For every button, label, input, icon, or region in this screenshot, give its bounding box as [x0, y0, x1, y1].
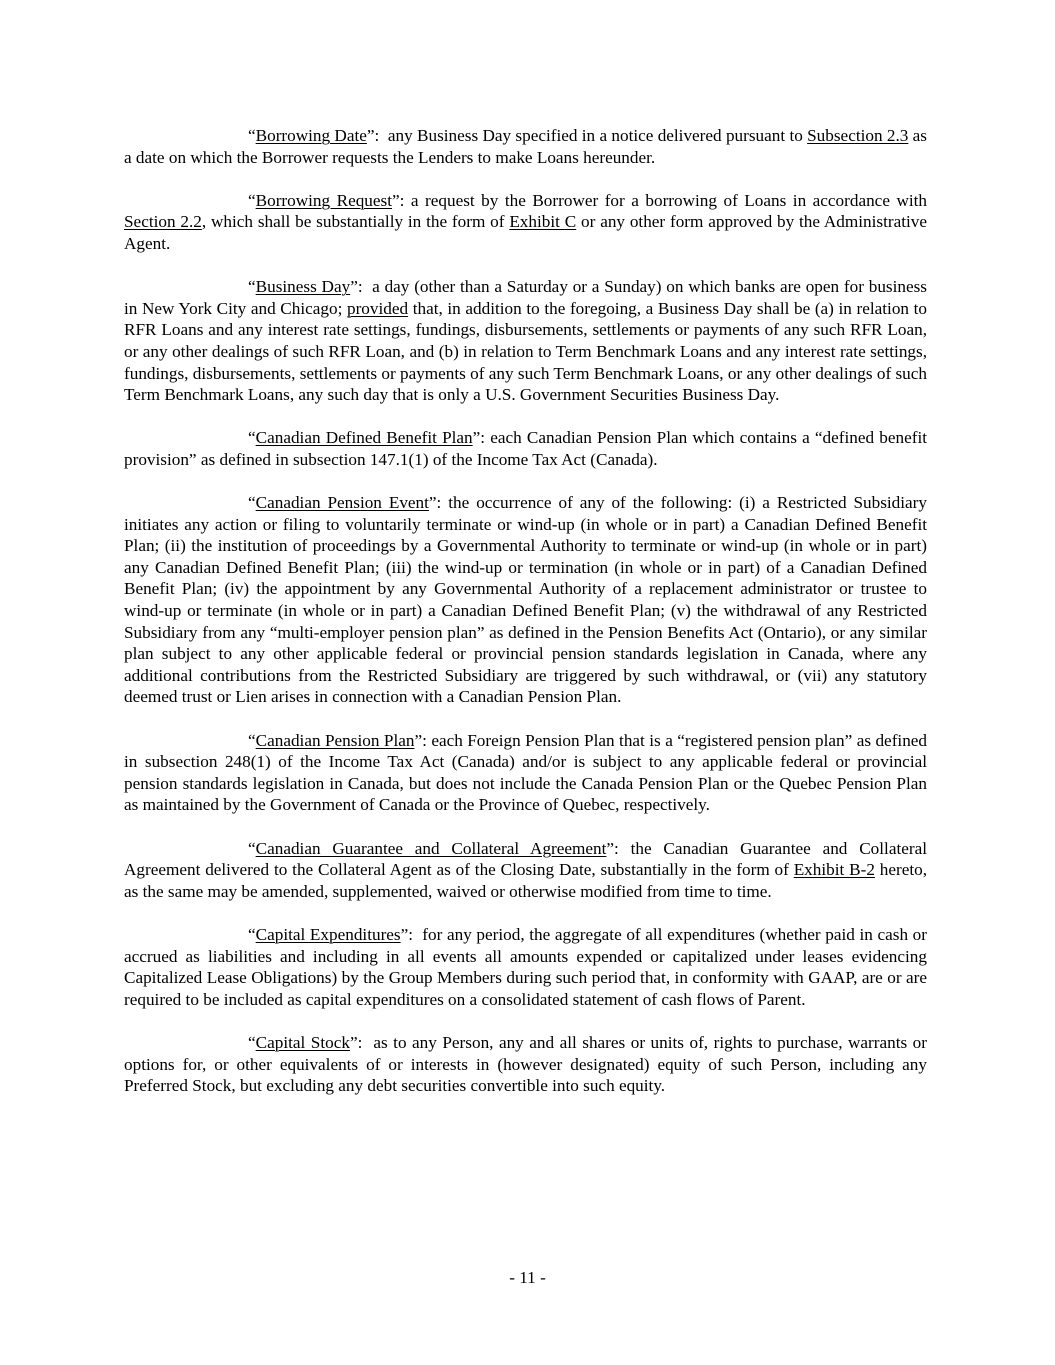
document-body — [124, 125, 927, 1118]
open-quote: “ — [248, 838, 256, 858]
term-close: ”: — [349, 1032, 374, 1052]
term-close: ”: — [472, 428, 491, 448]
defined-term: Canadian Pension Plan — [255, 730, 415, 750]
defined-term: Canadian Defined Benefit Plan — [255, 428, 473, 448]
definition-paragraph — [124, 838, 927, 903]
definition-text: for any period, the aggregate of all expenditures (whether paid in cash or accrued as liabilities and including in all events all amounts expended or capitalized under leases evidencing Capitalized Lease Obligations) by the Group Members during such period that, in conformity with GAAP, are or are required to be included as capital expenditures on a consolidated statement of cash flows of Parent. — [124, 924, 927, 1009]
cross-reference: Subsection 2.3 — [807, 126, 909, 145]
definition-text: that, in addition to the foregoing, a Business Day shall be (a) in relation to RFR Loans and any interest rate settings, fundings, disbursements, settlements or payments of any such RFR Loan, or any other dealings of such RFR Loan, and (b) in relation to Term Benchmark Loans and any interest rate settings, fundings, disbursements, settlements or payments of any such Term Benchmark Loans, or any other dealings of such Term Benchmark Loans, any such day that is only a U.S. Government Securities Business Day. — [124, 298, 927, 405]
open-quote: “ — [248, 730, 256, 750]
open-quote: “ — [248, 126, 256, 145]
definition-text: as to any Person, any and all shares or units of, rights to purchase, warrants or options for, or other equivalents of or interests in (however designated) equity of such Person, including any Preferred Stock, but excluding any debt securities convertible into such equity. — [124, 1032, 927, 1096]
definition-text: the Canadian Guarantee and Collateral Agreement delivered to the Collateral Agent as of the Closing Date, substantially in the form of — [124, 838, 927, 880]
definition-text: a request by the Borrower for a borrowing of Loans in accordance with — [410, 190, 927, 210]
definition-paragraph — [124, 427, 927, 470]
term-close: ”: — [366, 126, 388, 145]
definition-paragraph — [124, 1032, 927, 1097]
definition-text: the occurrence of any of the following: (i) a Restricted Subsidiary initiates any action or filing to voluntarily terminate or wind-up (in whole or in part) a Canadian Defined Benefit Plan; (ii) the institution of proceedings by a Governmental Authority to terminate or wind-up (in whole or in part) any Canadian Defined Benefit Plan; (iii) the wind-up or termination (in whole or in part) of a Canadian Defined Benefit Plan; (iv) the appointment by any Governmental Authority of a replacement administrator or trustee to wind-up or terminate (in whole or in part) a Canadian Defined Benefit Plan; (v) the withdrawal of any Restricted Subsidiary from any “multi-employer pension plan” as defined in the Pension Benefits Act (Ontario), or any similar plan subject to any other applicable federal or provincial pension standards legislation in Canada, where any additional contributions from the Restricted Subsidiary are triggered by such withdrawal, or (vii) any statutory deemed trust or Lien arises in connection with a Canadian Pension Plan. — [124, 493, 927, 707]
definition-paragraph — [124, 125, 927, 168]
term-close: ”: — [606, 838, 631, 858]
defined-term: Capital Expenditures — [255, 924, 401, 944]
cross-reference: provided — [346, 298, 409, 318]
defined-term: Business Day — [255, 277, 351, 297]
defined-term: Capital Stock — [255, 1032, 350, 1052]
cross-reference: Exhibit B-2 — [793, 860, 875, 880]
definition-text: a day (other than a Saturday or a Sunday) on which banks are open for business in New York City and Chicago; — [124, 277, 927, 318]
defined-term: Borrowing Date — [255, 126, 367, 145]
term-close: ”: — [350, 277, 373, 297]
open-quote: “ — [248, 190, 256, 210]
definition-text: hereto, as the same may be amended, supplemented, waived or otherwise modified from time to time. — [124, 860, 927, 901]
open-quote: “ — [248, 493, 256, 513]
definition-paragraph — [124, 730, 927, 816]
definition-paragraph — [124, 492, 927, 708]
open-quote: “ — [248, 1032, 256, 1052]
definition-paragraph — [124, 924, 927, 1010]
cross-reference: Section 2.2 — [124, 212, 202, 232]
cross-reference: Exhibit C — [509, 212, 577, 232]
definition-text: each Canadian Pension Plan which contains a “defined benefit provision” as defined in subsection 147.1(1) of the Income Tax Act (Canada). — [124, 428, 927, 469]
term-close: ”: — [392, 190, 411, 210]
definition-text: or any other form approved by the Administrative Agent. — [124, 212, 928, 253]
term-close: ”: — [414, 730, 432, 750]
open-quote: “ — [248, 428, 256, 448]
term-close: ”: — [400, 924, 423, 944]
open-quote: “ — [248, 277, 256, 297]
definition-text: , which shall be substantially in the form of — [201, 212, 510, 232]
defined-term: Canadian Guarantee and Collateral Agreement — [255, 838, 607, 858]
defined-term: Canadian Pension Event — [255, 493, 429, 513]
page-number: - 11 - — [509, 1268, 546, 1287]
definition-paragraph — [124, 276, 927, 406]
open-quote: “ — [248, 924, 256, 944]
definition-text: each Foreign Pension Plan that is a “registered pension plan” as defined in subsection 248(1) of the Income Tax Act (Canada) and/or is subject to any applicable federal or provincial pension standards legislation in Canada, but does not include the Canada Pension Plan or the Quebec Pension Plan as maintained by the Government of Canada or the Province of Quebec, respectively. — [124, 730, 928, 815]
term-close: ”: — [428, 493, 449, 513]
definition-text: as a date on which the Borrower requests the Lenders to make Loans hereunder. — [124, 126, 927, 167]
definition-text: any Business Day specified in a notice delivered pursuant to — [387, 126, 808, 145]
definition-paragraph — [124, 190, 927, 255]
defined-term: Borrowing Request — [255, 190, 392, 210]
